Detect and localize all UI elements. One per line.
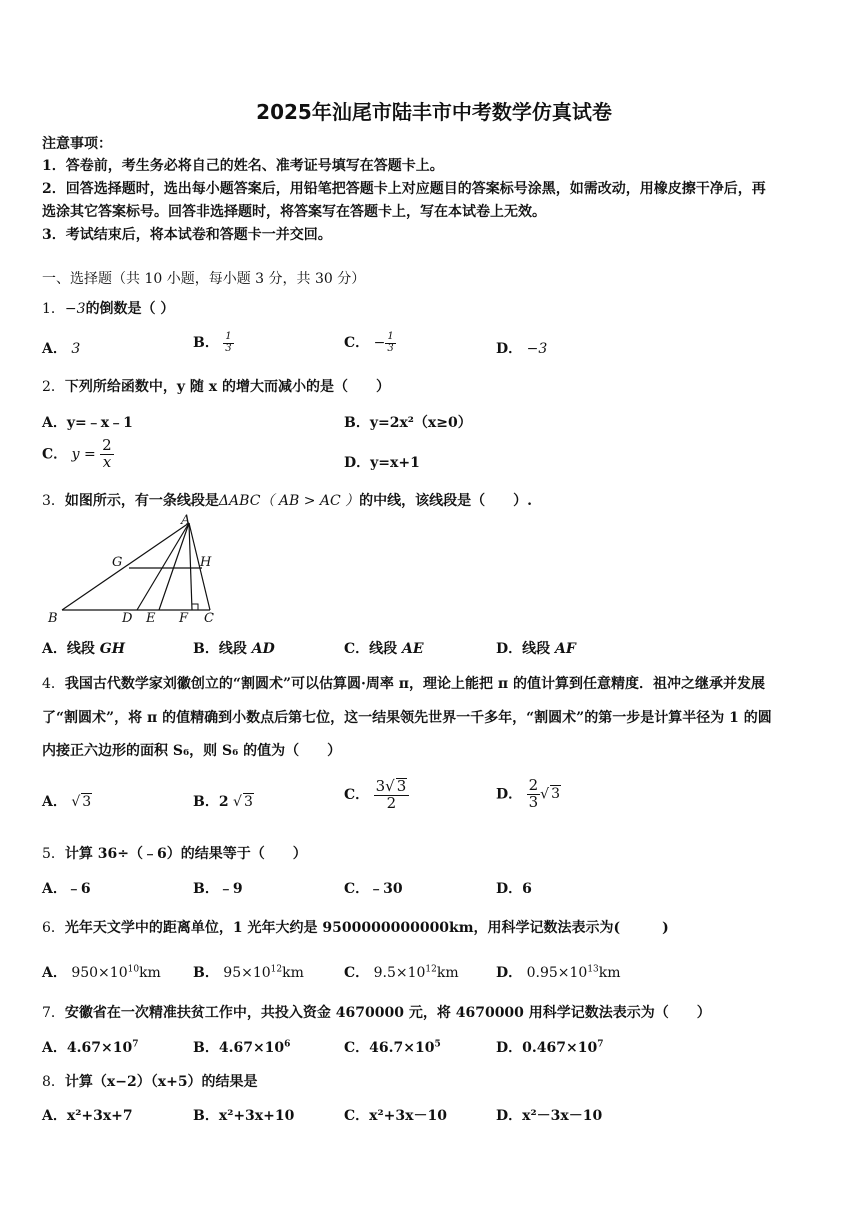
question-2-stem: 2．下列所给函数中，y 随 x 的增大而减小的是（ ） bbox=[42, 379, 391, 395]
option-d: D． $\frac{2}{3}$ √ 3 bbox=[496, 776, 560, 811]
note-item: 2．回答选择题时，选出每小题答案后，用铅笔把答题卡上对应题目的答案标号涂黑，如需改动，用橡皮擦干净后，再 bbox=[42, 181, 766, 197]
option-a: A．$4.67\times 10^7$ bbox=[42, 1039, 139, 1056]
notes-heading: 注意事项： bbox=[42, 136, 112, 152]
option-b: B．线段 AD bbox=[193, 641, 275, 657]
vertex-label: G bbox=[112, 555, 123, 570]
option-b: B．x²+3x+10 bbox=[193, 1108, 295, 1124]
option-c: C．线段 AE bbox=[344, 641, 424, 657]
vertex-label: E bbox=[146, 611, 156, 626]
option-d: D．6 bbox=[496, 881, 532, 897]
vertex-label: D bbox=[122, 611, 133, 626]
option-a: A． 3 bbox=[42, 341, 81, 357]
option-a: A．﹣6 bbox=[42, 881, 91, 897]
question-text: 的倒数是（ ） bbox=[85, 301, 175, 317]
triangle-figure bbox=[44, 512, 224, 630]
question-5-stem: 5．计算 36÷（﹣6）的结果等于（ ） bbox=[42, 846, 307, 862]
note-item: 1．答卷前，考生务必将自己的姓名、准考证号填写在答题卡上。 bbox=[42, 158, 444, 174]
question-4-line: 了“割圆术”，将 π 的值精确到小数点后第七位，这一结果领先世界一千多年，“割圆术”的第一步是计算半径为 1 的圆 bbox=[42, 710, 772, 726]
option-b: B． $95\times 10^{12}km$ bbox=[193, 964, 304, 981]
option-a: A．y=﹣x﹣1 bbox=[42, 415, 133, 431]
option-b: B．2 √ 3 bbox=[193, 794, 253, 810]
option-c: C．﹣30 bbox=[344, 881, 403, 897]
option-c: C． − $\frac{1}{3}$ bbox=[344, 331, 394, 354]
question-8-stem: 8．计算（x−2）（x+5）的结果是 bbox=[42, 1074, 258, 1090]
option-a: A．x²+3x+7 bbox=[42, 1108, 133, 1124]
option-d: D． −3 bbox=[496, 341, 548, 357]
question-6-stem: 6．光年天文学中的距离单位，1 光年大约是 9500000000000km，用科学记数法表示为( ) bbox=[42, 920, 669, 936]
option-d: D．$0.467\times 10^7$ bbox=[496, 1039, 604, 1056]
option-b: B．﹣9 bbox=[193, 881, 243, 897]
option-d: D． $0.95\times 10^{13}km$ bbox=[496, 964, 621, 981]
note-item: 3．考试结束后，将本试卷和答题卡一并交回。 bbox=[42, 227, 332, 243]
option-b: B． $\frac{1}{3}$ bbox=[193, 331, 232, 354]
question-4-line: 内接正六边形的面积 S₆，则 S₆ 的值为（ ） bbox=[42, 743, 342, 759]
question-number: 1． bbox=[42, 301, 65, 317]
option-c: C．$46.7\times 10^5$ bbox=[344, 1039, 441, 1056]
math-expression: −3 bbox=[64, 301, 86, 317]
vertex-label: B bbox=[48, 611, 58, 626]
option-a: A．线段 GH bbox=[42, 641, 125, 657]
option-c: C．x²+3x－10 bbox=[344, 1108, 447, 1124]
option-c: C． $\frac{3√ 3}{2}$ bbox=[344, 778, 409, 812]
option-d: D．y=x+1 bbox=[344, 455, 420, 471]
vertex-label: A bbox=[181, 513, 191, 528]
option-d: D．x²－3x－10 bbox=[496, 1108, 603, 1124]
section-heading: 一、选择题（共 10 小题，每小题 3 分，共 30 分） bbox=[42, 271, 366, 287]
vertex-label: F bbox=[179, 611, 189, 626]
option-b: B．y=2x²（x≥0） bbox=[344, 415, 472, 431]
option-d: D．线段 AF bbox=[496, 641, 576, 657]
question-4-stem: 4．我国古代数学家刘徽创立的“割圆术”可以估算圆·周率 π，理论上能把 π 的值计算到任意精度．祖冲之继承并发展 bbox=[42, 676, 766, 692]
note-item: 选涂其它答案标号。回答非选择题时，将答案写在答题卡上，写在本试卷上无效。 bbox=[42, 204, 546, 220]
vertex-label: C bbox=[204, 611, 214, 626]
option-c: C． y = $\frac{2}{x}$ bbox=[42, 436, 112, 471]
option-a: A． √ 3 bbox=[42, 794, 92, 810]
question-1-stem bbox=[42, 298, 174, 318]
option-b: B．$4.67\times 10^6$ bbox=[193, 1039, 291, 1056]
vertex-label: H bbox=[200, 555, 212, 570]
question-7-stem: 7．安徽省在一次精准扶贫工作中，共投入资金 4670000 元，将 4670000 用科学记数法表示为（ ） bbox=[42, 1005, 711, 1021]
option-c: C． $9.5\times 10^{12}km$ bbox=[344, 964, 459, 981]
question-3-stem: 3．如图所示，有一条线段是ΔABC（ AB > AC ）的中线，该线段是（ ）. bbox=[42, 493, 533, 509]
page-title: 2025年汕尾市陆丰市中考数学仿真试卷 bbox=[256, 100, 612, 124]
option-a: A． $950\times 10^{10}km$ bbox=[42, 964, 161, 981]
